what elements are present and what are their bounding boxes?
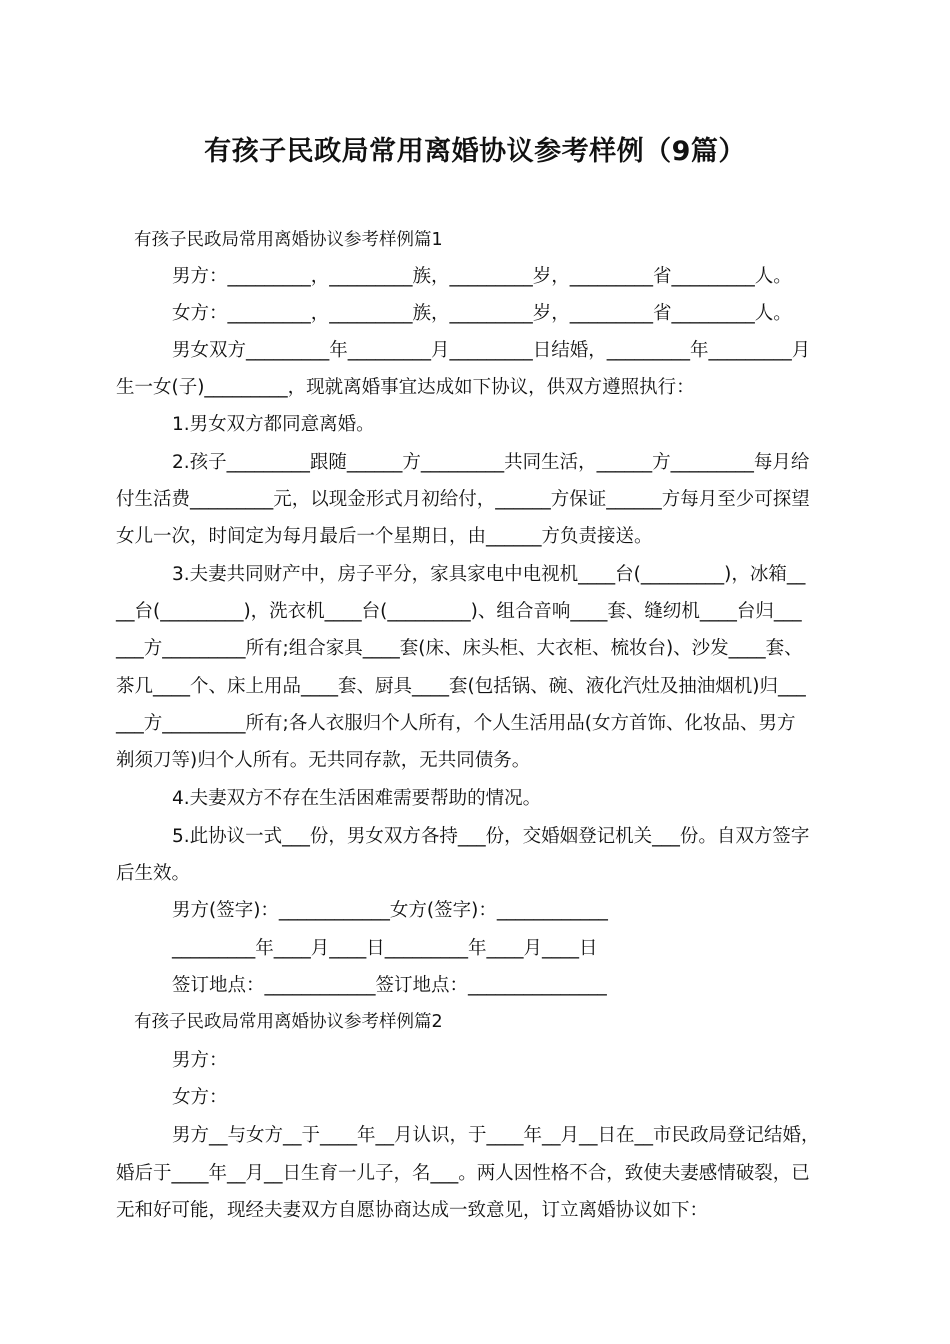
female-party-line: 女方：_________，_________族，_________岁，_________省_________人。: [172, 303, 792, 324]
paragraph-line: ___方_________所有;组合家具____套(床、床头柜、大衣柜、梳妆台)、沙发____套、: [116, 638, 803, 659]
paragraph-line: 生一女(子)_________，现就离婚事宜达成如下协议，供双方遵照执行：: [116, 377, 695, 398]
clause-4: 4.夫妻双方不存在生活困难需要帮助的情况。: [172, 788, 542, 809]
clause-2: 2.孩子_________跟随______方_________共同生活，______方_________每月给: [172, 452, 810, 473]
paragraph-line: 后生效。: [116, 863, 191, 884]
paragraph-line: 付生活费_________元，以现金形式月初给付，______方保证______方每月至少可探望: [116, 489, 810, 510]
paragraph-line: 女儿一次，时间定为每月最后一个星期日，由______方负责接送。: [116, 526, 653, 547]
paragraph-line: __台(_________)，洗衣机____台(_________)、组合音响____套、缝纫机____台归___: [116, 601, 802, 622]
male-party-line: 男方：: [172, 1050, 228, 1071]
paragraph-line: 男方__与女方__于____年__月认识，于____年__月__日在__市民政局登记结婚，: [172, 1125, 820, 1146]
paragraph-line: 无和好可能，现经夫妻双方自愿协商达成一致意见，订立离婚协议如下：: [116, 1200, 709, 1221]
section-heading-1: 有孩子民政局常用离婚协议参考样例篇1: [134, 230, 443, 250]
female-party-line: 女方：: [172, 1087, 228, 1108]
paragraph-line: 茶几____个、床上用品____套、厨具____套(包括锅、碗、液化汽灶及抽油烟机)归___: [116, 676, 806, 697]
section-heading-2: 有孩子民政局常用离婚协议参考样例篇2: [134, 1012, 443, 1032]
document-title: 有孩子民政局常用离婚协议参考样例（9篇）: [204, 136, 746, 167]
signature-line: 男方(签字)：____________女方(签字)：____________: [172, 900, 608, 921]
paragraph-line: 男女双方_________年_________月_________日结婚，_________年_________月: [172, 340, 811, 361]
paragraph-line: 婚后于____年__月__日生育一儿子，名___。两人因性格不合，致使夫妻感情破裂，已: [116, 1163, 810, 1184]
clause-3: 3.夫妻共同财产中，房子平分，家具家电中电视机____台(_________)，冰箱__: [172, 564, 806, 585]
clause-1: 1.男女双方都同意离婚。: [172, 414, 375, 435]
paragraph-line: ___方_________所有;各人衣服归个人所有，个人生活用品(女方首饰、化妆品、男方: [116, 713, 796, 734]
date-line: _________年____月____日_________年____月____日: [172, 938, 598, 959]
clause-5: 5.此协议一式___份，男女双方各持___份，交婚姻登记机关___份。自双方签字: [172, 826, 810, 847]
location-line: 签订地点：____________签订地点：_______________: [172, 975, 607, 996]
male-party-line: 男方：_________，_________族，_________岁，_________省_________人。: [172, 266, 792, 287]
paragraph-line: 剃须刀等)归个人所有。无共同存款，无共同债务。: [116, 750, 531, 771]
